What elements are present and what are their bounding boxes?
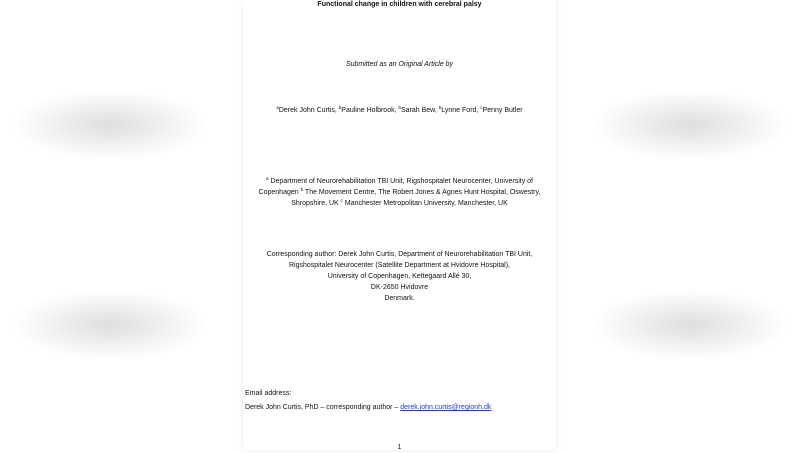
affiliation-text: Department of Neurorehabilitation TBI Unit, Rigshospitalet Neurocenter, University of Copenhagen <box>258 178 533 196</box>
corresponding-line: DK-2650 Hvidovre <box>370 284 429 291</box>
author-name: Lynne Ford, <box>441 107 481 114</box>
corresponding-line: Rigshospitalet Neurocenter (Satellite Department at Hvidovre Hospital), <box>289 262 510 269</box>
author-name: Derek John Curtis, <box>278 107 339 114</box>
corresponding-line: Denmark. <box>384 295 415 302</box>
email-label: Email address: <box>245 390 292 397</box>
corresponding-author-block <box>243 249 556 304</box>
affiliation-text: Manchester Metropolitan University, Manchester, UK <box>342 200 508 207</box>
affiliation-text: The Movement Centre, The Robert Jones & Agnes Hunt Hospital, Oswestry, Shropshire, UK <box>291 189 541 207</box>
document-page <box>243 0 556 450</box>
author-name: Sarah Bew, <box>401 107 439 114</box>
submitted-line: Submitted as an Original Article by <box>345 61 454 68</box>
affiliation-sup: a <box>266 176 269 181</box>
page-number: 1 <box>397 444 402 451</box>
email-link[interactable]: derek.john.curtis@regionh.dk <box>400 404 492 411</box>
author-sup: b <box>398 105 401 110</box>
corresponding-line: Corresponding author: Derek John Curtis, Department of Neurorehabilitation TBI Unit, <box>266 251 533 258</box>
email-line <box>245 402 491 413</box>
author-sup: b <box>438 105 442 110</box>
author-name: Pauline Holbrook, <box>341 107 399 114</box>
author-name: Penny Butler <box>482 107 523 114</box>
affiliation-sup: c <box>340 198 343 203</box>
article-title: Functional change in children with cerebral palsy <box>317 1 482 8</box>
author-sup: c <box>480 105 483 110</box>
author-sup: a <box>276 105 279 110</box>
affiliations <box>247 176 552 209</box>
email-prefix: Derek John Curtis, PhD – corresponding author – <box>245 404 401 411</box>
author-list <box>243 105 556 116</box>
affiliation-sup: b <box>300 187 304 192</box>
author-sup: b <box>338 105 342 110</box>
corresponding-line: University of Copenhagen, Kettegaard Allé 30, <box>327 273 472 280</box>
